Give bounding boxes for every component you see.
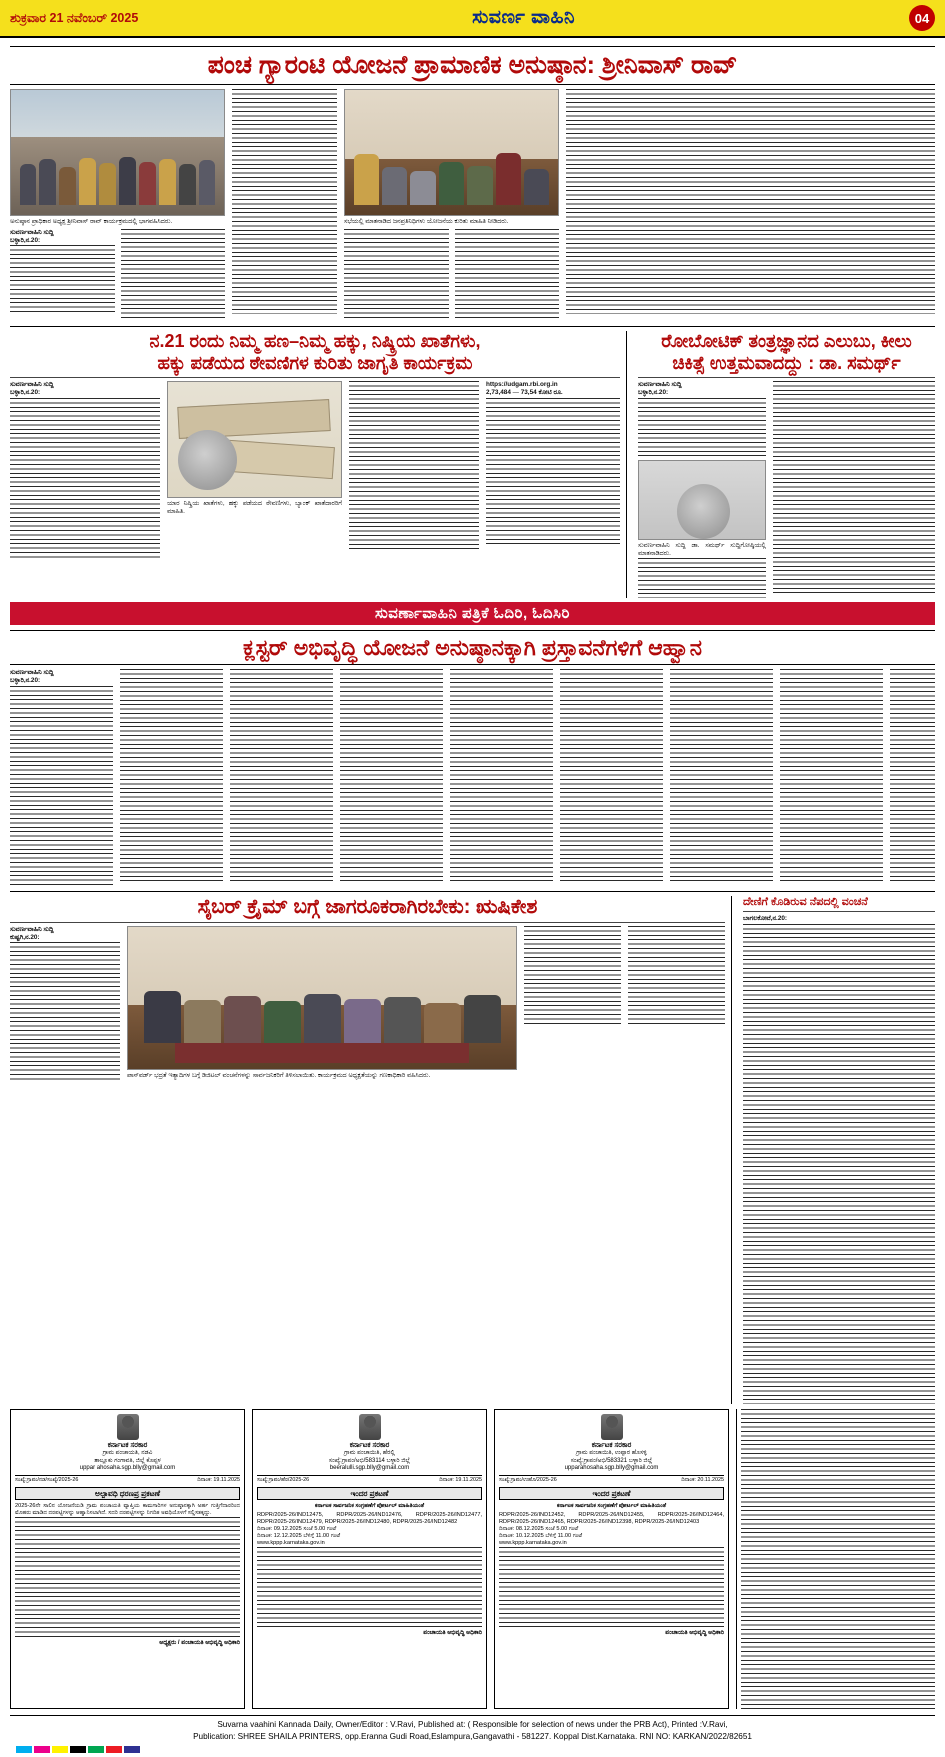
notice-office: ಗ್ರಾಮ ಪಂಚಾಯಿತಿ, ಉಪ್ಪಾರ ಹೊಸಳ್ಳಿ — [576, 1450, 647, 1457]
tender-notice — [252, 1409, 487, 1709]
story2-dateline: ಸುವರ್ಣವಾಹಿನಿ ಸುದ್ದಿ — [10, 381, 54, 389]
story5-place: ಕುಷ್ಟಗಿ,ನ.20: — [10, 934, 40, 942]
story1-photo-1 — [10, 89, 225, 216]
story1-text — [566, 89, 935, 314]
story4-text — [780, 669, 883, 884]
story4-text — [10, 686, 113, 886]
notice-opening: ದಿನಾಂಕ: 10.12.2025 ಬೆಳಿಗ್ಗೆ 11.00 ಗಂಟೆ — [499, 1533, 583, 1540]
notice-address: ಸಂಖ್ಯೆ:ಗ್ರಾಪಂ/ಅಭಿ/583321 ಬಳ್ಳಾರಿ ಜಿಲ್ಲೆ — [570, 1457, 653, 1464]
notice-gov: ಕರ್ನಾಟಕ ಸರಕಾರ — [591, 1441, 632, 1449]
notice-title: ಇಂದರ ಪ್ರಕಟಣೆ — [257, 1487, 482, 1500]
notice-deadline: ದಿನಾಂಕ: 08.12.2025 ಸಂಜೆ 5.00 ಗಂಟೆ — [499, 1526, 579, 1533]
masthead-date: ಶುಕ್ರವಾರ 21 ನವೆಂಬರ್ 2025 — [10, 10, 139, 25]
government-emblem-icon — [601, 1414, 623, 1440]
notice-subtitle: ಕರ್ನಾಟಕ ಸಾರ್ವಜನಿಕ ಸಂಗ್ರಹಣೆಗೆ ಪೋರ್ಟಲ್ ಮಾಹಿತಿಯಂತೆ — [314, 1503, 425, 1510]
story3-text — [638, 398, 766, 458]
story3-text — [638, 558, 766, 598]
story2-headline-line1: ನ.21 ರಂದು ನಿಮ್ಮ ಹಣ–ನಿಮ್ಮ ಹಕ್ಕು, ನಿಷ್ಕ್ರಿಯ ಖಾತೆಗಳು, — [149, 330, 481, 351]
divider — [10, 922, 725, 923]
notice-sign: ಪಂಚಾಯತಿ ಅಭಿವೃದ್ಧಿ ಅಧಿಕಾರಿ — [665, 1629, 724, 1636]
page-footer — [10, 1715, 935, 1745]
story2-portal[interactable]: https://udgam.rbi.org.in — [486, 381, 558, 389]
story1-photo-1-caption: ಅನುಷ್ಠಾನ ಪ್ರಾಧಿಕಾರ ಅಧ್ಯಕ್ಷ ಶ್ರೀನಿವಾಸ್ ರಾವ್ ಕಾರ್ಯಕ್ರಮದಲ್ಲಿ ಭಾಗವಹಿಸಿದರು. — [10, 217, 173, 225]
notice-date: ದಿನಾಂಕ: 19.11.2025 — [197, 1476, 240, 1483]
government-emblem-icon — [359, 1414, 381, 1440]
masthead-title-text: ಸುವರ್ಣ ವಾಹಿನಿ — [472, 7, 576, 28]
notice-filler — [15, 1517, 240, 1637]
footer-line-1: Suvarna vaahini Kannada Daily, Owner/Editor : V.Ravi, Published at: ( Responsible for selection of news under the PRB Act), Printed :V.Ravi, — [217, 1719, 728, 1729]
story3-text — [773, 381, 935, 595]
notice-gov: ಕರ್ನಾಟಕ ಸರಕಾರ — [107, 1441, 148, 1449]
notice-date: ದಿನಾಂಕ: 19.11.2025 — [439, 1476, 482, 1483]
divider — [10, 326, 935, 327]
divider — [10, 891, 935, 892]
story2-place: ಬಳ್ಳಾರಿ,ನ.20: — [10, 389, 41, 397]
story5-text — [10, 942, 120, 1082]
notice-filler — [499, 1547, 724, 1627]
divider — [743, 911, 935, 912]
notice-date: ದಿನಾಂಕ: 20.11.2025 — [681, 1476, 724, 1483]
notice-website[interactable]: www.kppp.karnataka.gov.in — [499, 1540, 567, 1546]
story4-text — [230, 669, 333, 884]
story1-headline: ಪಂಚ ಗ್ಯಾರಂಟಿ ಯೋಜನೆ ಪ್ರಾಮಾಣಿಕ ಅನುಷ್ಠಾನ: ಶ್ರೀನಿವಾಸ್ ರಾವ್ — [207, 51, 738, 79]
footer-line-2: Publication: SHREE SHAILA PRINTERS, opp.Eranna Gudi Road,Eslampura,Gangavathi - 581227. Koppal Dist.Karnataka. RNI NO: KARKAN/2022/82651 — [193, 1731, 752, 1741]
notice-ref: ಸಂಖ್ಯೆ:ಗ್ರಾಪಂ/ಹೆರ/2025-26 — [257, 1476, 310, 1483]
story2-photo — [167, 381, 342, 498]
masthead-title — [472, 7, 575, 29]
notice-opening: ದಿನಾಂಕ: 12.12.2025 ಬೆಳಿಗ್ಗೆ 11.00 ಗಂಟೆ — [257, 1533, 341, 1540]
story4-dateline: ಸುವರ್ಣವಾಹಿನಿ ಸುದ್ದಿ — [10, 669, 54, 677]
divider — [10, 630, 935, 631]
story4-text — [120, 669, 223, 884]
notice-ref: ಸಂಖ್ಯೆ:ಗ್ರಾಪಂ/ಉಹೊ/2025-26 — [499, 1476, 557, 1483]
story2-text — [10, 398, 160, 558]
tender-notice — [10, 1409, 245, 1709]
government-emblem-icon — [117, 1414, 139, 1440]
promo-banner: ಸುವರ್ಣಾವಾಹಿನಿ ಪತ್ರಿಕೆ ಓದಿರಿ, ಓದಿಸಿರಿ — [10, 602, 935, 625]
story2-headline — [10, 331, 620, 374]
story6-place: ಬಾಗಲಕೋಟೆ,ನ.20: — [743, 915, 788, 923]
notice-address: ತಾಲ್ಲೂಕು ಗಂಗಾವತಿ, ಜಿಲ್ಲೆ ಕೊಪ್ಪಳ — [94, 1457, 161, 1464]
story1-dateline: ಸುವರ್ಣವಾಹಿನಿ ಸುದ್ದಿ — [10, 228, 54, 236]
notice-deadline: ದಿನಾಂಕ: 09.12.2025 ಸಂಜೆ 5.00 ಗಂಟೆ — [257, 1526, 337, 1533]
divider — [10, 664, 935, 665]
tender-notice — [494, 1409, 729, 1709]
story3-photo — [638, 460, 766, 540]
story4-place: ಬಳ್ಳಾರಿ,ನ.20: — [10, 677, 41, 685]
divider — [10, 84, 935, 85]
notice-address: ಸಂಖ್ಯೆ:ಗ್ರಾಪಂ/ಅಭಿ/583114 ಬಳ್ಳಾರಿ ಜಿಲ್ಲೆ — [328, 1457, 411, 1464]
story1-text — [10, 245, 115, 315]
story2-photo-caption: ಯಾರ ನಿಷ್ಕ್ರಿಯ ಖಾತೆಗಳು, ಹಕ್ಕು ಪಡೆಯದ ಠೇವಣಿಗಳು, ಬ್ಯಾಂಕ್ ಖಾತೆದಾರರಿಗೆ ಮಾಹಿತಿ. — [167, 500, 342, 516]
divider — [10, 46, 935, 47]
story2-text — [349, 381, 479, 551]
story1-text — [455, 229, 560, 319]
notice-gov: ಕರ್ನಾಟಕ ಸರಕಾರ — [349, 1441, 390, 1449]
story3-photo-caption: ಸುವರ್ಣವಾಹಿನಿ ಸುದ್ದಿ ಡಾ. ಸಮರ್ಥ್ ಸುದ್ದಿಗೋಷ್ಠಿಯಲ್ಲಿ ಮಾತನಾಡಿದರು. — [638, 541, 766, 557]
notice-office: ಗ್ರಾಮ ಪಂಚಾಯತಿ, ನಡವಿ — [102, 1450, 153, 1457]
notice-email[interactable]: beeralulli.sgp.blly@gmail.com — [329, 1465, 410, 1472]
notice-sign: ಪಂಚಾಯತಿ ಅಭಿವೃದ್ಧಿ ಅಧಿಕಾರಿ — [423, 1629, 482, 1636]
notice-filler — [257, 1547, 482, 1627]
story3-headline-line1: ರೋಬೋಟಿಕ್ ತಂತ್ರಜ್ಞಾನದ ಎಲುಬು, ಕೀಲು — [661, 330, 912, 351]
story4-text — [340, 669, 443, 884]
page-number-badge: 04 — [909, 5, 935, 31]
story6-text-continued — [741, 1409, 935, 1709]
story1-place: ಬಳ್ಳಾರಿ,ನ.20: — [10, 237, 41, 245]
color-registration-marks — [10, 1744, 935, 1757]
story5-text — [524, 926, 621, 1026]
notice-subtitle: ಕರ್ನಾಟಕ ಸಾರ್ವಜನಿಕ ಸಂಗ್ರಹಣೆಗೆ ಪೋರ್ಟಲ್ ಮಾಹಿತಿಯಂತೆ — [556, 1503, 667, 1510]
notice-email[interactable]: uppar ahosaha.sgp.blly@gmail.com — [79, 1465, 176, 1472]
notice-sign: ಅಧ್ಯಕ್ಷರು / ಪಂಚಾಯತಿ ಅಭಿವೃದ್ಧಿ ಅಧಿಕಾರಿ — [159, 1640, 240, 1647]
story3-dateline: ಸುವರ್ಣವಾಹಿನಿ ಸುದ್ದಿ — [638, 381, 682, 389]
notice-website[interactable]: www.kppp.karnataka.gov.in — [257, 1540, 325, 1546]
story5-dateline: ಸುವರ್ಣವಾಹಿನಿ ಸುದ್ದಿ — [10, 925, 54, 933]
story5-photo — [127, 926, 517, 1070]
story4-text — [670, 669, 773, 884]
notice-tender-ids: RDPR/2025-26/IND12475, RDPR/2025-26/IND12476, RDPR/2025-26/IND12477, RDPR/2025-26/IND12479, RDPR/2025-26/IND12480, RDPR/2025-26/IND12482 — [257, 1512, 482, 1526]
story2-stats: 2,73,484 — 73,54 ಕೋಟಿ ರೂ. — [486, 389, 563, 397]
divider — [638, 377, 935, 378]
notice-email[interactable]: upparahosaha.sgp.blly@gmail.com — [564, 1465, 659, 1472]
story6-text — [743, 924, 935, 1404]
story4-text — [560, 669, 663, 884]
story1-text — [232, 89, 337, 314]
story5-headline: ಸೈಬರ್ ಕ್ರೈಮ್ ಬಗ್ಗೆ ಜಾಗರೂಕರಾಗಿರಬೇಕು: ಋಷಿಕೇಶ — [197, 895, 538, 918]
story5-photo-caption: ಪಾಸ್‌ವರ್ಡ್ ಭದ್ರತೆ ಇತ್ಯಾದಿಗಳ ಬಗ್ಗೆ ಡಿಜಿಟಲ್ ವಂಚನೆಗಳನ್ನು ಸಾರ್ವಜನಿಕರಿಗೆ ತಿಳಿಸಲಾಯಿತು. ಕಾರ್ಯಕ್ರಮದ ಅಧ್ಯಕ್ಷತೆಯನ್ನು ಗಣಕಾಧಿಕಾರಿ ವಹಿಸಿದರು. — [127, 1071, 431, 1079]
notice-title: ಅಲ್ಪಾವಧಿ ಧರಣಪ್ರ ಪ್ರಕಟಣೆ — [15, 1487, 240, 1500]
story1-photo-2 — [344, 89, 559, 216]
notice-office: ಗ್ರಾಮ ಪಂಚಾಯಿತಿ, ಹೆರಲ್ಲಿ — [344, 1450, 395, 1457]
story6-headline: ದೇಣಿಗೆ ಕೊಡಿರುವ ನೆಪದಲ್ಲಿ ವಂಚನೆ — [743, 895, 868, 908]
story3-headline-line2: ಚಿಕಿತ್ಸೆ ಉತ್ತಮವಾದದ್ದು : ಡಾ. ಸಮರ್ಥ್ — [672, 353, 901, 374]
notice-body: 2025-26ನೇ ಸಾಲಿನ ಯೋಜನೆಯಡಿ ಗ್ರಾಮ ಪಂಚಾಯತಿ ವ್ಯಾಪ್ತಿಯ ಕಾಮಗಾರಿಗಳ ಅನುಷ್ಠಾನಕ್ಕಾಗಿ ಅರ್ಹ ಗುತ್ತಿಗೆದಾರರಿಂದ ಮೊಹರು ಮಾಡಿದ ದರಪಟ್ಟಿಗಳನ್ನು ಆಹ್ವಾನಿಸಲಾಗಿದೆ. ಸದರಿ ದರಪಟ್ಟಿಗಳನ್ನು ನಿಗದಿತ ಅವಧಿಯೊಳಗೆ ಸಲ್ಲಿಸತಕ್ಕದ್ದು. — [15, 1503, 240, 1517]
story1-text — [121, 229, 226, 321]
story2-text — [486, 398, 620, 546]
story2-headline-line2: ಹಕ್ಕು ಪಡೆಯದ ಠೇವಣಿಗಳ ಕುರಿತು ಜಾಗೃತಿ ಕಾರ್ಯಕ್ರಮ — [157, 353, 473, 374]
story4-text — [450, 669, 553, 884]
story4-text — [890, 669, 935, 884]
story1-photo-2-caption: ಸಭೆಯಲ್ಲಿ ಮಾತನಾಡಿದ ಜನಪ್ರತಿನಿಧಿಗಳು ಯೋಜನೆಯ ಕುರಿತು ಮಾಹಿತಿ ನೀಡಿದರು. — [344, 217, 509, 225]
story5-text — [628, 926, 725, 1026]
story4-headline: ಕ್ಲಸ್ಟರ್ ಅಭಿವೃದ್ಧಿ ಯೋಜನೆ ಅನುಷ್ಠಾನಕ್ಕಾಗಿ ಪ್ರಸ್ತಾವನೆಗಳಿಗೆ ಆಹ್ವಾನ — [243, 634, 702, 660]
story3-place: ಬಳ್ಳಾರಿ,ನ.20: — [638, 389, 669, 397]
masthead — [0, 0, 945, 38]
divider — [10, 377, 620, 378]
notice-tender-ids: RDPR/2025-26/IND12452, RDPR/2025-26/IND12455, RDPR/2025-26/IND12464, RDPR/2025-26/IND12465, RDPR/2025-26/IND12398, RDPR/2025-26/IND12403 — [499, 1512, 724, 1526]
story3-headline — [638, 331, 935, 374]
story1-text — [344, 229, 449, 319]
notice-ref: ಸಂಖ್ಯೆ:ಗ್ರಾಪಂ/ನಡ/ಸಂಖ್ಯೆ/2025-26 — [15, 1476, 79, 1483]
notice-title: ಇಂದರ ಪ್ರಕಟಣೆ — [499, 1487, 724, 1500]
